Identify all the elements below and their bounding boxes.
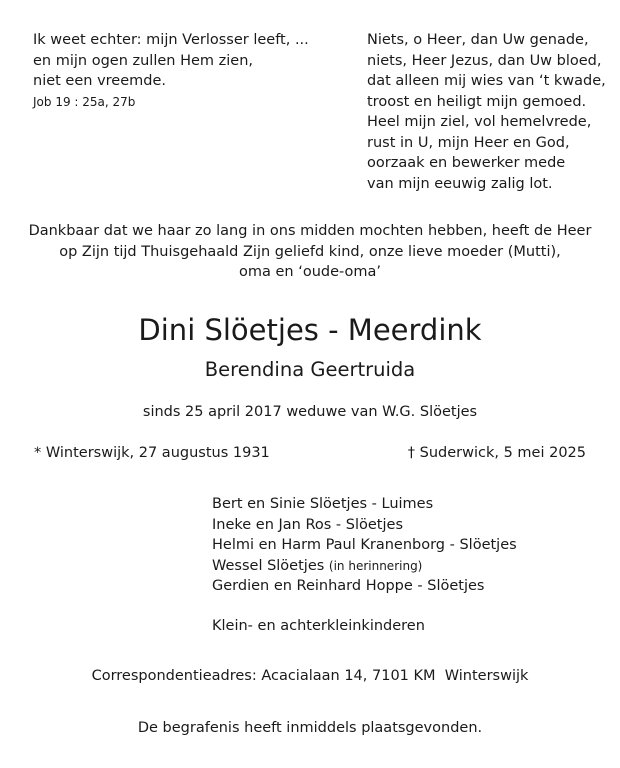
death-info: † Suderwick, 5 mei 2025 [407, 445, 586, 461]
deceased-given-names: Berendina Geertruida [204, 358, 416, 381]
verse-left-line: niet een vreemde. [33, 73, 166, 89]
hymn-line: dat alleen mij wies van ‘t kwade, [367, 73, 606, 89]
verse-left-line: Ik weet echter: mijn Verlosser leeft, ... [33, 32, 309, 48]
widow-note: sinds 25 april 2017 weduwe van W.G. Slöetjes [142, 404, 478, 420]
birth-info: * Winterswijk, 27 augustus 1931 [34, 445, 270, 461]
family-list [212, 494, 517, 597]
hymn-line: Niets, o Heer, dan Uw genade, [367, 32, 589, 48]
family-member-name: Wessel Slöetjes [212, 557, 325, 574]
verse-reference: Job 19 : 25a, 27b [33, 94, 136, 109]
funeral-note: De begrafenis heeft inmiddels plaatsgevonden. [137, 720, 483, 736]
intro-text [0, 221, 620, 283]
correspondence-address: Correspondentieadres: Acacialaan 14, 7101 KM Winterswijk [91, 668, 529, 684]
verse-left-line: en mijn ogen zullen Hem zien, [33, 52, 253, 69]
family-member [212, 556, 517, 577]
intro-line: oma en ‘oude-oma’ [239, 264, 381, 280]
family-member [212, 535, 517, 556]
family-member [212, 576, 517, 597]
family-member-name: Bert en Sinie Slöetjes - Luimes [212, 496, 434, 512]
hymn-line: niets, Heer Jezus, dan Uw bloed, [367, 52, 602, 69]
memorial-note: (in herinnering) [328, 558, 423, 573]
hymn-verse [367, 30, 606, 194]
intro-line: Dankbaar dat we haar zo lang in ons midden mochten hebben, heeft de Heer [28, 223, 592, 239]
intro-line: op Zijn tijd Thuisgehaald Zijn geliefd kind, onze lieve moeder (Mutti), [59, 243, 561, 260]
grandchildren-line: Klein- en achterkleinkinderen [212, 618, 425, 634]
deceased-name: Dini Slöetjes - Meerdink [138, 313, 482, 347]
hymn-line: rust in U, mijn Heer en God, [367, 134, 570, 151]
family-member-name: Ineke en Jan Ros - Slöetjes [212, 516, 403, 533]
family-member [212, 494, 517, 515]
hymn-line: oorzaak en bewerker mede [367, 155, 566, 171]
hymn-line: troost en heiligt mijn gemoed. [367, 93, 587, 110]
hymn-line: Heel mijn ziel, vol hemelvrede, [367, 114, 592, 130]
family-member [212, 515, 517, 536]
family-member-name: Gerdien en Reinhard Hoppe - Slöetjes [212, 578, 485, 594]
hymn-line: van mijn eeuwig zalig lot. [367, 175, 553, 192]
family-member-name: Helmi en Harm Paul Kranenborg - Slöetjes [212, 537, 517, 553]
bible-verse [33, 30, 309, 112]
